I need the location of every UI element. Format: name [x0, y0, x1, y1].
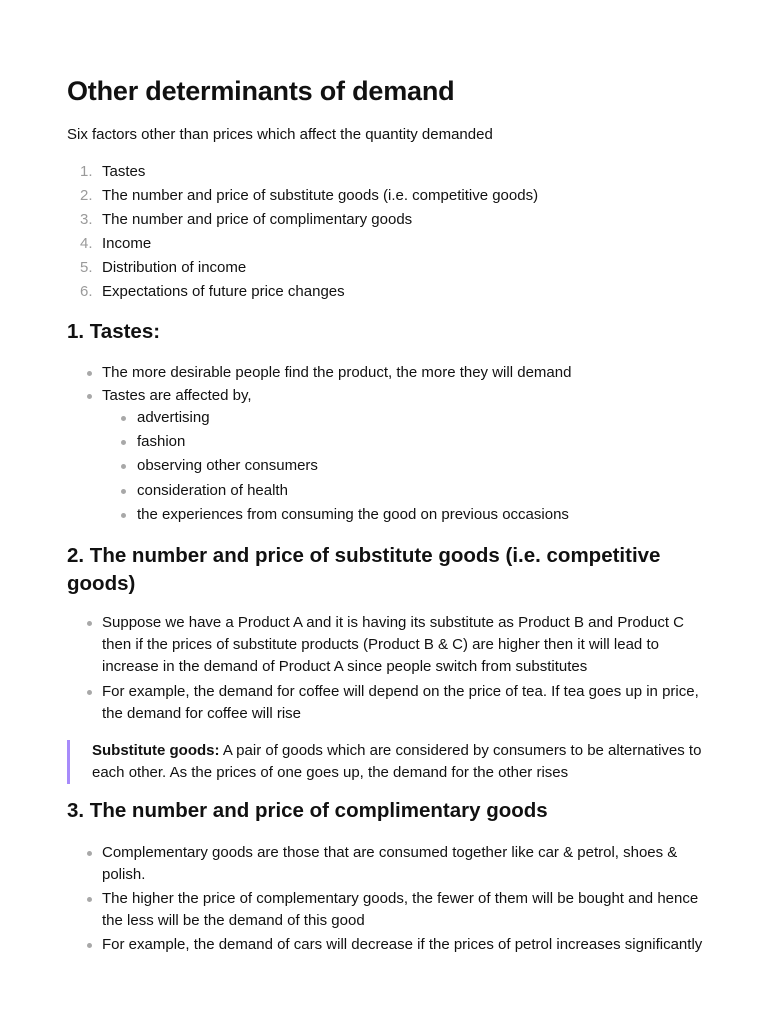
list-number: 6.: [80, 283, 93, 300]
bullet-icon: [87, 943, 92, 948]
list-item: [67, 162, 707, 186]
list-item: [102, 432, 707, 456]
bullet-icon: [121, 440, 126, 445]
list-text: The number and price of complimentary goods: [102, 211, 413, 228]
bullet-icon: [121, 513, 126, 518]
list-item: [102, 456, 707, 480]
factors-list: [67, 162, 707, 306]
substitutes-list: [67, 612, 707, 725]
list-text: Complementary goods are those that are consumed together like car & petrol, shoes & polish.: [102, 844, 678, 883]
page-title: Other determinants of demand: [67, 76, 455, 106]
list-text: For example, the demand for coffee will depend on the price of tea. If tea goes up in price, the demand for coffee will rise: [102, 683, 699, 722]
complements-list: [67, 842, 707, 956]
list-text: The more desirable people find the product, the more they will demand: [102, 364, 572, 381]
list-number: 1.: [80, 163, 93, 180]
list-number: 5.: [80, 259, 93, 276]
bullet-icon: [87, 851, 92, 856]
list-text: The higher the price of complementary goods, the fewer of them will be bought and hence the less will be the demand of this good: [102, 890, 699, 929]
intro-text: Six factors other than prices which affect the quantity demanded: [67, 126, 493, 143]
section-heading-substitutes: 2. The number and price of substitute goods (i.e. competitive goods): [67, 544, 661, 595]
bullet-icon: [87, 897, 92, 902]
definition-callout: [67, 740, 732, 784]
list-item: [102, 481, 707, 505]
bullet-icon: [87, 371, 92, 376]
list-item: [67, 681, 707, 725]
section-heading-complements: 3. The number and price of complimentary goods: [67, 799, 548, 822]
list-number: 2.: [80, 187, 93, 204]
bullet-icon: [87, 621, 92, 626]
bullet-icon: [121, 416, 126, 421]
list-item: [67, 934, 707, 956]
list-item: [67, 363, 707, 386]
bullet-icon: [87, 690, 92, 695]
tastes-sub-list: [102, 408, 707, 529]
list-text: Income: [102, 235, 152, 252]
list-item: [67, 234, 707, 258]
list-item: [67, 612, 707, 678]
list-text: observing other consumers: [137, 457, 318, 475]
list-text: the experiences from consuming the good on previous occasions: [137, 505, 569, 523]
tastes-list: [67, 363, 707, 529]
list-number: 3.: [80, 211, 93, 228]
list-text: The number and price of substitute goods (i.e. competitive goods): [102, 187, 539, 204]
list-item: [67, 282, 707, 306]
list-item: [67, 888, 707, 932]
list-text: fashion: [137, 433, 186, 451]
list-item: [67, 842, 707, 886]
definition-term: Substitute goods:: [92, 742, 220, 759]
definition-text: A pair of goods which are considered by consumers to be alternatives to each other. As the prices of one goes up, the demand for the other rises: [92, 742, 702, 781]
list-text: Tastes are affected by,: [102, 387, 252, 404]
list-text: Distribution of income: [102, 259, 247, 276]
bullet-icon: [121, 489, 126, 494]
list-item: [102, 408, 707, 432]
list-item: [67, 258, 707, 282]
list-text: Expectations of future price changes: [102, 283, 345, 300]
bullet-icon: [87, 394, 92, 399]
list-item: [67, 186, 707, 210]
list-text: Suppose we have a Product A and it is having its substitute as Product B and Product C then if the prices of substitute products (Product B & C) are higher then it will lead to increase in the demand of Product A since people switch from substitutes: [102, 614, 685, 675]
list-text: Tastes: [102, 163, 146, 180]
list-number: 4.: [80, 235, 93, 252]
list-item: [67, 210, 707, 234]
bullet-icon: [121, 464, 126, 469]
list-item: [67, 386, 707, 529]
list-text: advertising: [137, 409, 210, 426]
list-item: [102, 505, 707, 529]
section-heading-tastes: 1. Tastes:: [67, 320, 161, 343]
list-text: For example, the demand of cars will decrease if the prices of petrol increases significantly: [102, 936, 703, 953]
list-text: consideration of health: [137, 481, 288, 499]
